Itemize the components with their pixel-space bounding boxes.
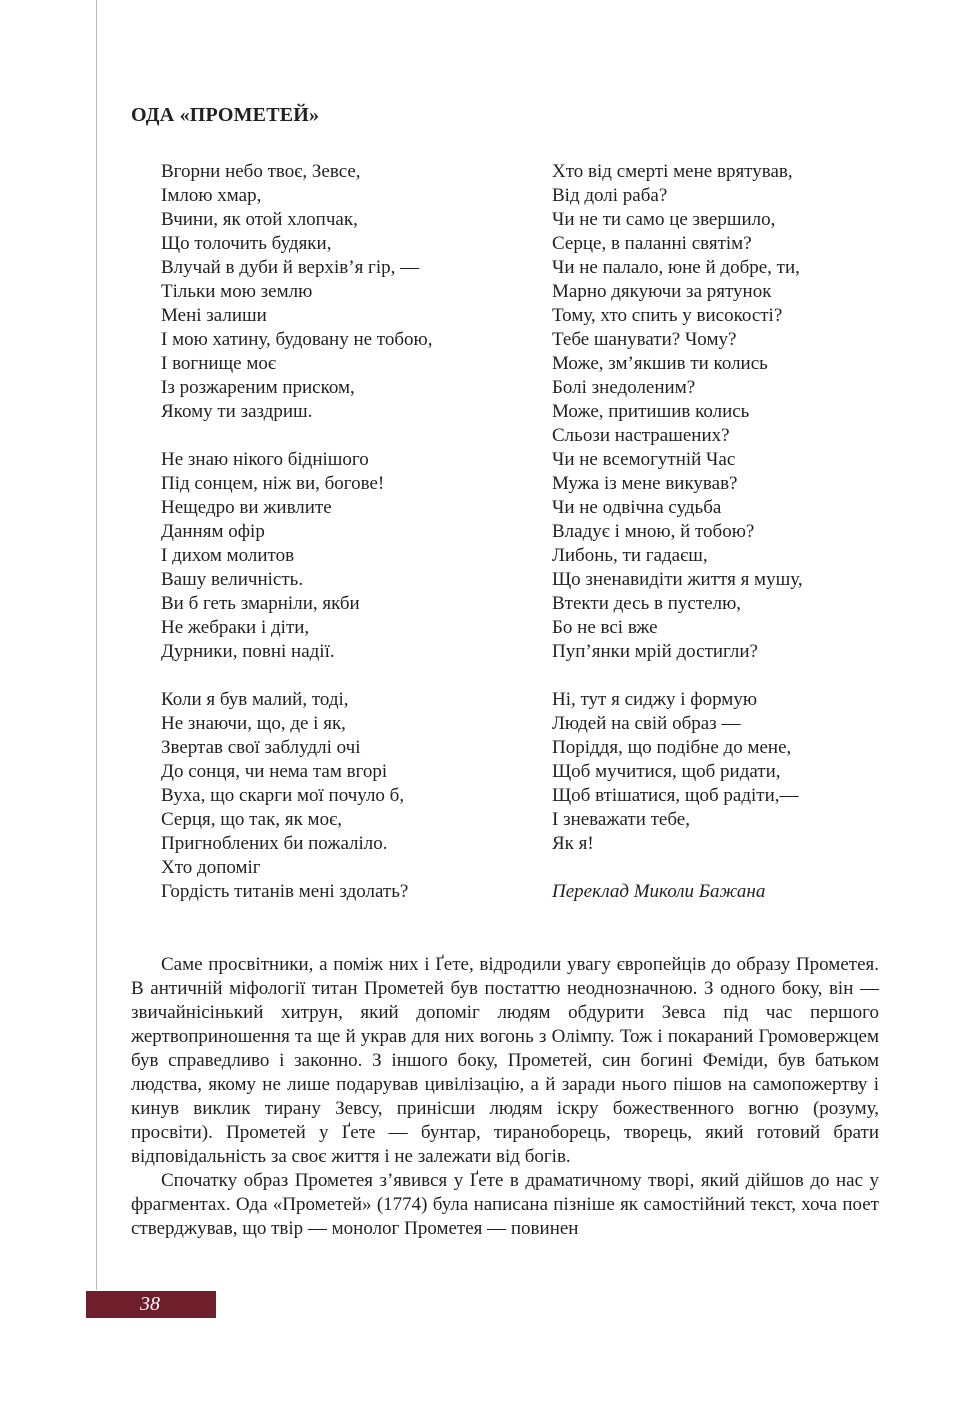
- poem-line: Гордість титанів мені здолать?: [161, 881, 409, 902]
- poem-line: Якому ти заздриш.: [161, 401, 313, 422]
- poem-line: Імлою хмар,: [161, 185, 262, 206]
- poem-line: Серце, в паланні святім?: [552, 233, 752, 254]
- poem-stanza: [161, 688, 432, 904]
- poem-line: Хто від смерті мене врятував,: [552, 161, 793, 182]
- poem-line: Чи не ти само це звершило,: [552, 209, 776, 230]
- poem-line: Вуха, що скарги мої почуло б,: [161, 785, 405, 806]
- poem-line: Мені залиши: [161, 305, 267, 326]
- poem-line: Владує і мною, й тобою?: [552, 521, 755, 542]
- poem-line: І зневажати тебе,: [552, 809, 690, 830]
- poem-line: Пригноблених би пожаліло.: [161, 833, 388, 854]
- poem-line: Не знаючи, що, де і як,: [161, 713, 346, 734]
- poem-line: Болі знедоленим?: [552, 377, 696, 398]
- poem-column-right: [552, 160, 803, 904]
- poem-line: Що зненавидіти життя я мушу,: [552, 569, 803, 590]
- poem-line: І дихом молитов: [161, 545, 295, 566]
- poem-line: Либонь, ти гадаєш,: [552, 545, 708, 566]
- poem-line: І вогнище моє: [161, 353, 277, 374]
- poem-line: Данням офір: [161, 521, 265, 542]
- poem-line: Вчини, як отой хлопчак,: [161, 209, 358, 230]
- poem-line: Що толочить будяки,: [161, 233, 332, 254]
- poem-line: Чи не палало, юне й добре, ти,: [552, 257, 800, 278]
- poem-line: Тільки мою землю: [161, 281, 313, 302]
- poem-line: І мою хатину, будовану не тобою,: [161, 329, 433, 350]
- poem-line: Ви б геть змарніли, якби: [161, 593, 360, 614]
- poem-line: Хто допоміг: [161, 857, 261, 878]
- poem-line: Може, притишив колись: [552, 401, 750, 422]
- poem-line: До сонця, чи нема там вгорі: [161, 761, 388, 782]
- page-margin-line: [96, 0, 97, 1290]
- poem-line: Нещедро ви живлите: [161, 497, 332, 518]
- poem-line: Як я!: [552, 833, 594, 854]
- poem-stanza: [552, 688, 803, 856]
- poem-line: Бо не всі вже: [552, 617, 658, 638]
- poem-line: Втекти десь в пустелю,: [552, 593, 742, 614]
- poem-line: Поріддя, що подібне до мене,: [552, 737, 792, 758]
- poem-line: Вгорни небо твоє, Зевсе,: [161, 161, 361, 182]
- poem-stanza: [552, 160, 803, 664]
- poem-line: Мужа із мене викував?: [552, 473, 738, 494]
- poem-line: Щоб мучитися, щоб ридати,: [552, 761, 781, 782]
- prose-paragraph: Саме просвітники, а поміж них і Ґете, відродили увагу європейців до образу Прометея. В античній міфології титан Прометей був постаттю неоднозначною. З одного боку, він — звичайнісінький хитрун, який допоміг людям обдурити Зевса під час першого жертвоприношення та ще й украв для них вогонь з Олімпу. Тож і покараний Громовержцем був справедливо і законно. З іншого боку, Прометей, син богині Феміди, був батьком людства, якому не лише подарував цивілізацію, а й заради нього пішов на самопожертву і кинув виклик тирану Зевсу, принісши людям іскру божественного вогню (розуму, просвіти). Прометей у Ґете — бунтар, тираноборець, творець, який готовий брати відповідальність за своє життя і не залежати від богів.: [131, 954, 879, 1167]
- poem-line: Чи не одвічна судьба: [552, 497, 722, 518]
- poem-line: Щоб втішатися, щоб радіти,—: [552, 785, 799, 806]
- poem-stanza: [161, 160, 432, 424]
- poem-line: Сльози настрашених?: [552, 425, 730, 446]
- poem-line: Із розжареним приском,: [161, 377, 355, 398]
- poem-line: Марно дякуючи за рятунок: [552, 281, 772, 302]
- prose-text: [131, 953, 879, 1241]
- page-number: 38: [140, 1293, 160, 1315]
- poem-line: Від долі раба?: [552, 185, 668, 206]
- poem-line: Може, зм’якшив ти колись: [552, 353, 768, 374]
- translator-credit: Переклад Миколи Бажана: [552, 881, 766, 902]
- page-title: ОДА «ПРОМЕТЕЙ»: [131, 104, 320, 126]
- poem-line: Ні, тут я сиджу і формую: [552, 689, 758, 710]
- poem-line: Дурники, повні надії.: [161, 641, 335, 662]
- poem-line: Тебе шанувати? Чому?: [552, 329, 737, 350]
- poem-line: Коли я був малий, тоді,: [161, 689, 349, 710]
- poem-line: Звертав свої заблудлі очі: [161, 737, 361, 758]
- poem-line: Влучай в дуби й верхів’я гір, —: [161, 257, 420, 278]
- poem-line: Людей на свій образ —: [552, 713, 741, 734]
- poem-line: Чи не всемогутній Час: [552, 449, 736, 470]
- poem-line: Під сонцем, ніж ви, богове!: [161, 473, 385, 494]
- poem-line: Пуп’янки мрій достигли?: [552, 641, 758, 662]
- poem-column-left: [161, 160, 432, 904]
- poem-stanza: [161, 448, 432, 664]
- poem-line: Вашу величність.: [161, 569, 304, 590]
- poem-line: Не жебраки і діти,: [161, 617, 310, 638]
- prose-paragraph: Спочатку образ Прометея з’явився у Ґете в драматичному творі, який дійшов до нас у фрагментах. Ода «Прометей» (1774) була написана пізніше як самостійний текст, хоча поет стверджував, що твір — монолог Прометея — повинен: [131, 1170, 879, 1239]
- poem-line: Не знаю нікого біднішого: [161, 449, 369, 470]
- poem-line: Тому, хто спить у високості?: [552, 305, 783, 326]
- poem-line: Серця, що так, як моє,: [161, 809, 342, 830]
